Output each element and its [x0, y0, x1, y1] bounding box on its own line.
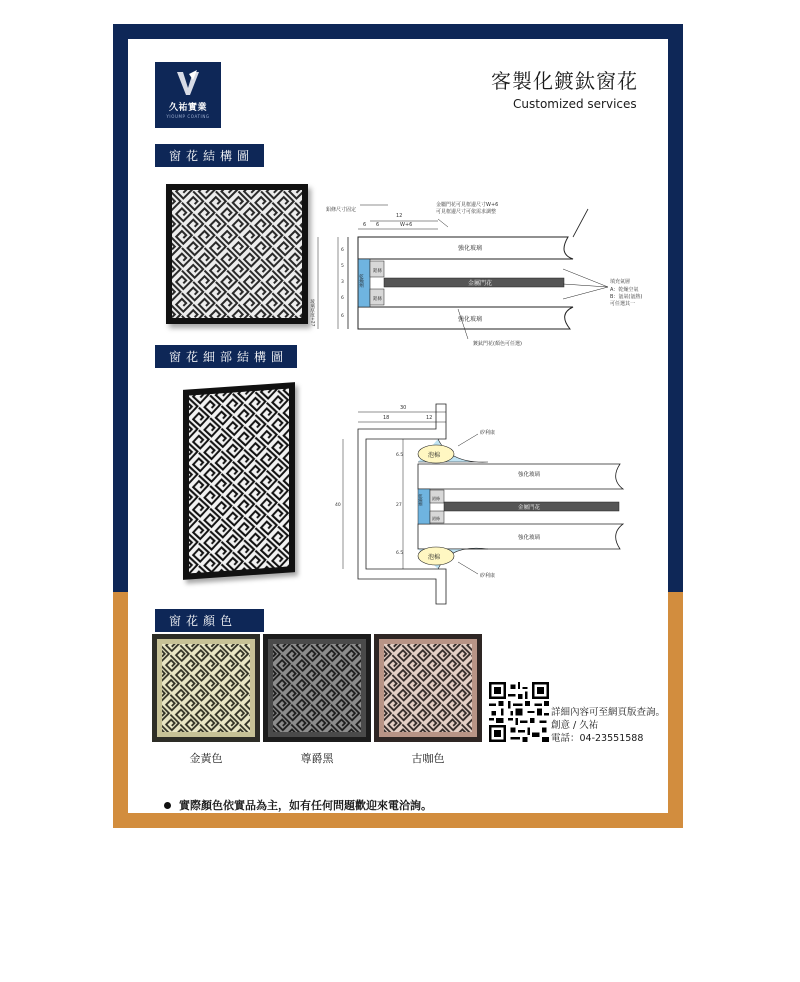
poster [113, 24, 683, 828]
dim-12: 12 [396, 213, 403, 219]
color-disclaimer [164, 797, 432, 813]
label-spacer-top: 鋁條 [432, 496, 440, 501]
swatch-label-gold: 金黃色 [189, 752, 223, 765]
swatch-black-image [263, 634, 371, 742]
label-glass-top: 強化玻璃 [458, 245, 483, 252]
label-bottom-note: 鍍鈦門花(顏色可任選) [473, 341, 522, 347]
dim-40: 40 [335, 503, 341, 508]
logo-mark-icon [173, 68, 203, 98]
label-fill-c: 可任選其一 [610, 301, 636, 307]
dim-12: 12 [426, 415, 433, 421]
detail-diagram [318, 394, 638, 604]
window-photo-front [166, 184, 308, 324]
swatch-black [263, 634, 371, 742]
label-desiccant: 乾燥劑 [418, 494, 424, 506]
section-title-structure: 窗花結構圖 [155, 144, 264, 167]
content-sheet [128, 39, 668, 813]
dim-v3: 3 [341, 280, 344, 285]
label-glass-top: 強化玻璃 [518, 472, 541, 478]
label-silicone-top: 矽利康 [480, 430, 496, 436]
dim-30: 30 [400, 405, 407, 411]
dim-6-5b: 6.5 [396, 551, 404, 556]
swatch-label-brown: 古咖色 [411, 752, 445, 765]
label-glass-bottom: 強化玻璃 [518, 535, 541, 541]
fret-pattern-image [172, 190, 302, 318]
contact-line-brand: 創意 / 久祐 [551, 720, 599, 731]
dim-18: 18 [383, 415, 390, 421]
label-metal: 金屬門花 [518, 505, 541, 511]
label-silicone-bottom: 矽利康 [480, 573, 496, 579]
label-foam-bottom: 泡棉 [428, 554, 441, 561]
dim-6a: 6 [363, 222, 367, 228]
section-title-colors: 窗花顏色 [155, 609, 264, 632]
fret-pattern-angled-image [189, 389, 289, 574]
label-frame-fixed: 鋁條尺寸固定 [326, 207, 357, 213]
section-title-detail: 窗花細部結構圖 [155, 345, 297, 368]
dim-v2: 5 [341, 264, 344, 269]
bullet-icon [164, 802, 171, 809]
qr-code-icon [489, 682, 549, 742]
dim-6-5a: 6.5 [396, 453, 404, 458]
dim-w6: W+6 [400, 222, 413, 228]
dim-v4: 6 [341, 296, 344, 301]
label-desiccant: 乾燥劑 [358, 274, 364, 288]
label-fill-a: A：乾燥空氣 [610, 287, 639, 293]
label-fill: 填充氣層 [610, 279, 631, 285]
label-spacer-bottom: 鋁條 [373, 297, 382, 302]
contact-line-phone: 電話：04-23551588 [551, 733, 644, 744]
label-fill-b: B：氬氣(氬熱) [610, 294, 643, 300]
company-logo [155, 62, 221, 128]
label-spacer-bottom: 鋁條 [432, 516, 440, 521]
swatch-brown [374, 634, 482, 742]
label-note-top1: 金屬門花可見框邊尺寸W+6 [436, 202, 499, 208]
window-photo-angled [183, 382, 295, 580]
label-total: 玻璃厚度+27 [309, 299, 315, 327]
dim-v5: 6 [341, 314, 344, 319]
contact-line-website: 詳細內容可至網頁版查詢。 [551, 707, 666, 718]
dim-v1: 6 [341, 248, 344, 253]
swatch-gold-image [152, 634, 260, 742]
label-metal: 金屬門花 [468, 280, 493, 287]
label-foam-top: 泡棉 [428, 452, 441, 459]
logo-name: 久祐實業 [168, 103, 207, 113]
dim-6b: 6 [376, 222, 380, 228]
label-note-top2: 可見框邊尺寸可依需求調整 [436, 209, 497, 215]
label-spacer-top: 鋁條 [373, 269, 382, 274]
swatch-label-black: 尊爵黑 [300, 752, 334, 765]
page-title: 客製化鍍鈦窗花 [491, 69, 638, 93]
label-glass-bottom: 強化玻璃 [458, 316, 483, 323]
logo-subtitle: YIOUMP COATING [166, 114, 210, 119]
dim-27: 27 [396, 503, 402, 508]
disclaimer-text: 實際顏色依實品為主，如有任何問題歡迎來電洽詢。 [179, 799, 432, 812]
page-subtitle: Customized services [513, 97, 637, 111]
structure-diagram [308, 179, 668, 379]
swatch-gold [152, 634, 260, 742]
swatch-brown-image [374, 634, 482, 742]
